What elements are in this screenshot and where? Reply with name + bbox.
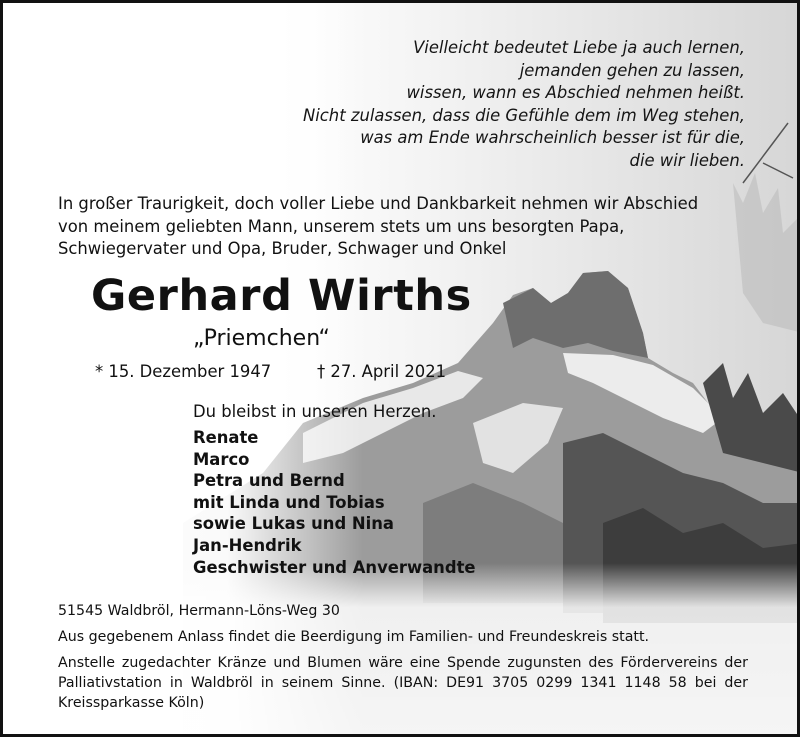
poem-line: die wir lieben. [629,150,745,170]
poem-line: jemanden gehen zu lassen, [519,60,745,80]
list-item: sowie Lukas und Nina [193,514,394,534]
deceased-nickname: „Priemchen“ [193,326,330,351]
intro-line: von meinem geliebten Mann, unserem stets um uns besorgten Papa, [58,216,625,236]
intro-text [58,193,738,261]
poem [303,37,745,173]
poem-line: Nicht zulassen, dass die Gefühle dem im Weg stehen, [302,105,745,125]
poem-line: was am Ende wahrscheinlich besser ist für die, [360,128,745,148]
deceased-name: Gerhard Wirths [91,271,472,321]
list-item: Renate [193,428,259,447]
donation-note: Anstelle zugedachter Kränze und Blumen wäre eine Spende zugunsten des Fördervereins der Palliativstation in Waldbröl in seinem Sinne. (IBAN: DE91 3705 0299 1341 1148 58 bei der Kreissparkasse Köln) [58,655,748,711]
birth-date: * 15. Dezember 1947 [95,362,272,381]
list-item: Petra und Bernd [193,471,345,491]
list-item: Geschwister und Anverwandte [193,557,476,577]
list-item: mit Linda und Tobias [193,492,385,512]
death-date: † 27. April 2021 [317,362,447,381]
list-item: Marco [193,449,250,469]
farewell-line: Du bleibst in unseren Herzen. [193,402,437,421]
poem-line: wissen, wann es Abschied nehmen heißt. [406,83,745,103]
poem-line: Vielleicht bedeutet Liebe ja auch lernen, [413,38,745,57]
funeral-note: Aus gegebenem Anlass findet die Beerdigung im Familien- und Freundeskreis statt. [58,629,650,645]
address: 51545 Waldbröl, Hermann-Löns-Weg 30 [58,603,340,619]
intro-line: Schwiegervater und Opa, Bruder, Schwager und Onkel [58,239,507,259]
mourners-list [193,427,476,578]
intro-line: In großer Traurigkeit, doch voller Liebe und Dankbarkeit nehmen wir Abschied [58,194,699,213]
list-item: Jan-Hendrik [193,535,302,555]
